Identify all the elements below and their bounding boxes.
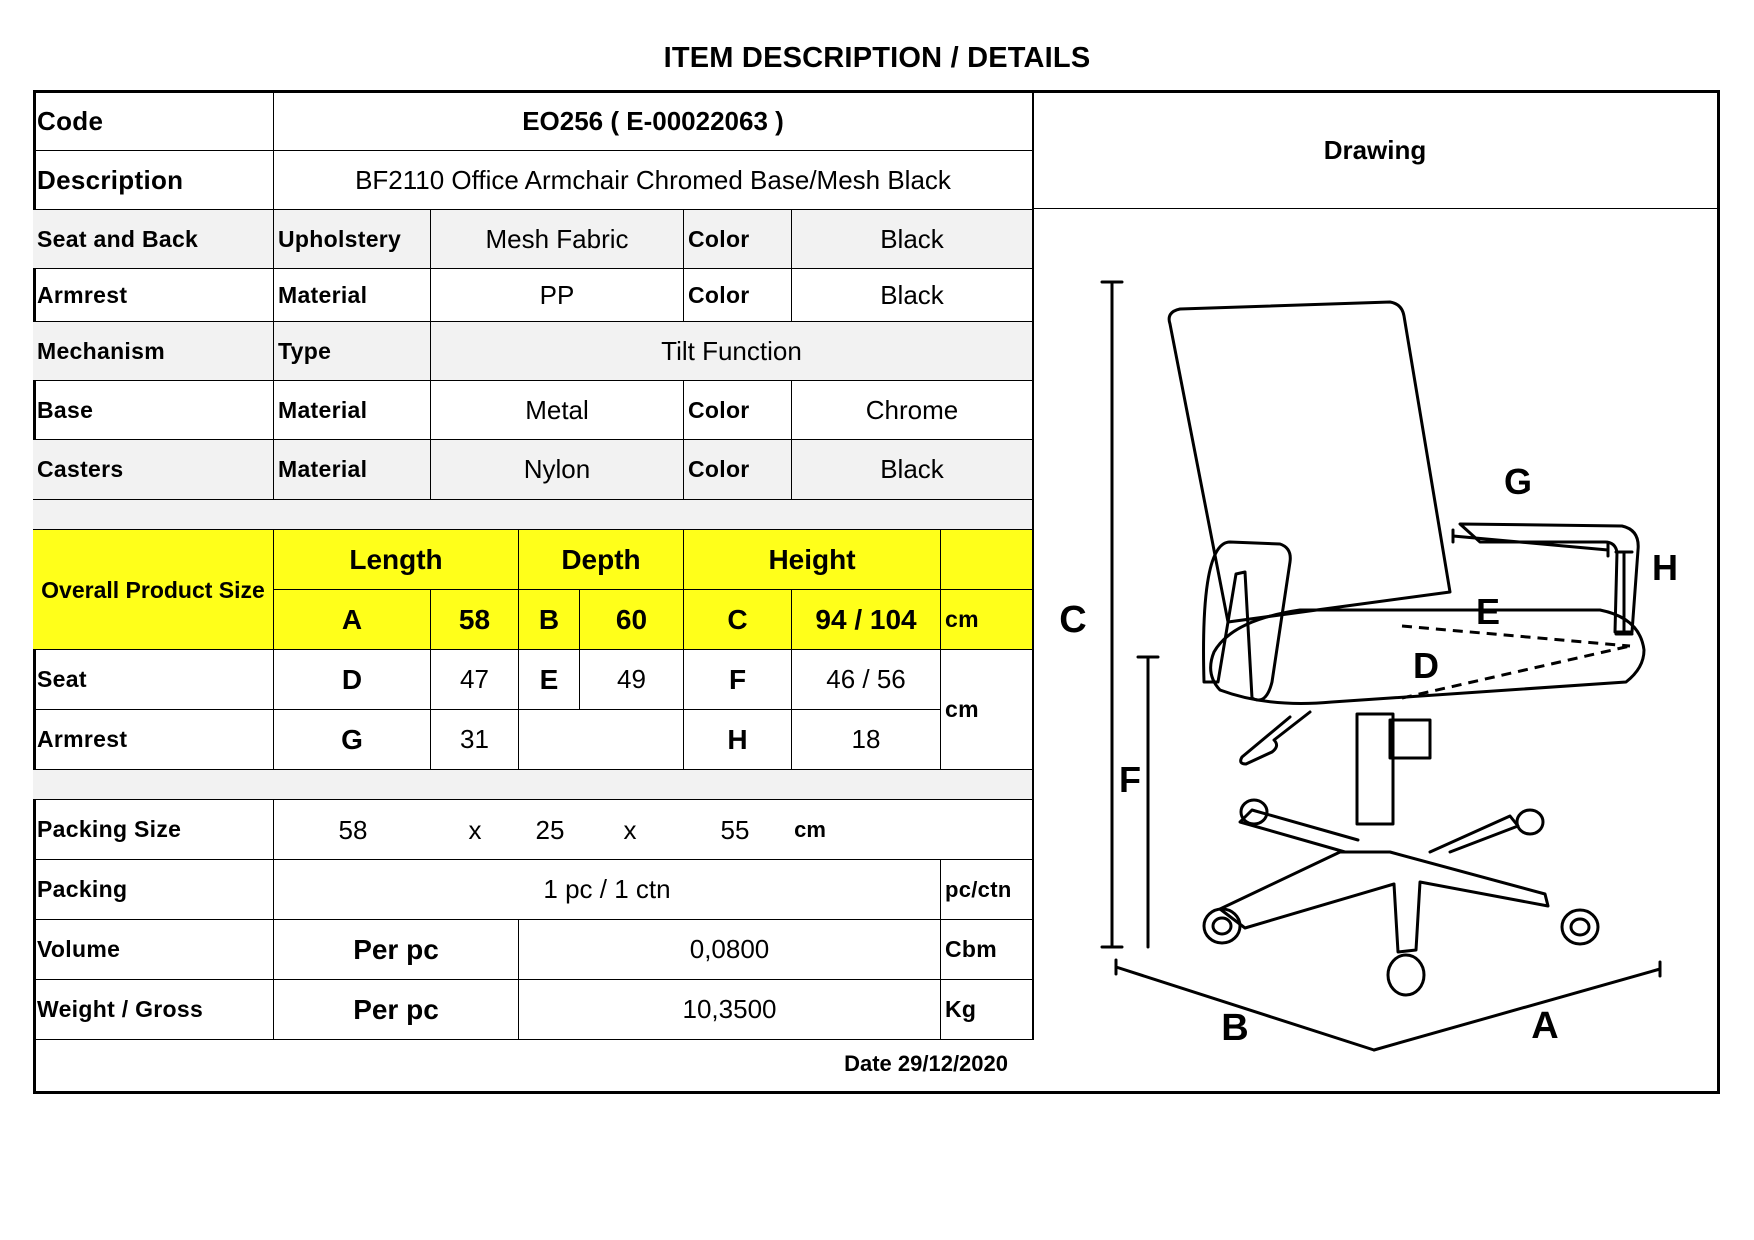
dims-unit: cm bbox=[941, 650, 1033, 770]
spec-attr: Material bbox=[274, 381, 431, 440]
packing-unit: pc/ctn bbox=[941, 860, 1033, 920]
depth-header: Depth bbox=[519, 530, 684, 590]
weight-value: 10,3500 bbox=[519, 980, 941, 1040]
spec-color-label: Color bbox=[684, 381, 792, 440]
f-label: F bbox=[684, 650, 792, 710]
dim-letter-h: H bbox=[1652, 547, 1678, 588]
packing-length: 58 bbox=[338, 814, 368, 845]
spec-part-seat-back: Seat and Back bbox=[33, 210, 274, 269]
spec-attr: Material bbox=[274, 440, 431, 500]
spec-value: Tilt Function bbox=[431, 322, 1033, 381]
packing-value: 1 pc / 1 ctn bbox=[274, 860, 941, 920]
spec-part-base: Base bbox=[33, 381, 274, 440]
spec-value: Nylon bbox=[431, 440, 684, 500]
length-header: Length bbox=[274, 530, 519, 590]
weight-per: Per pc bbox=[274, 980, 519, 1040]
volume-unit: Cbm bbox=[941, 920, 1033, 980]
drawing-divider bbox=[1033, 92, 1034, 1040]
a-value: 58 bbox=[431, 590, 519, 650]
spec-color: Black bbox=[792, 440, 1033, 500]
header-blank bbox=[941, 530, 1033, 590]
row-separator bbox=[33, 500, 1033, 530]
packing-label: Packing bbox=[33, 860, 274, 920]
dim-letter-c: C bbox=[1059, 599, 1087, 641]
spec-part-mechanism: Mechanism bbox=[33, 322, 274, 381]
description-value: BF2110 Office Armchair Chromed Base/Mesh Black bbox=[274, 151, 1033, 210]
d-value: 47 bbox=[431, 650, 519, 710]
seat-label: Seat bbox=[33, 650, 274, 710]
packing-x: x bbox=[468, 814, 482, 845]
spec-value: PP bbox=[431, 269, 684, 322]
date-stamp: Date 29/12/2020 bbox=[844, 1051, 1008, 1076]
a-label: A bbox=[274, 590, 431, 650]
dim-letter-b: B bbox=[1221, 1007, 1249, 1049]
spec-color: Black bbox=[792, 269, 1033, 322]
weight-label: Weight / Gross bbox=[33, 980, 274, 1040]
weight-unit: Kg bbox=[941, 980, 1033, 1040]
code-value: EO256 ( E-00022063 ) bbox=[274, 92, 1033, 151]
g-label: G bbox=[274, 710, 431, 770]
h-value: 18 bbox=[792, 710, 941, 770]
row-separator bbox=[33, 770, 1033, 800]
volume-label: Volume bbox=[33, 920, 274, 980]
volume-per: Per pc bbox=[274, 920, 519, 980]
chair-drawing bbox=[1040, 212, 1715, 1052]
packing-x: x bbox=[623, 814, 637, 845]
overall-unit: cm bbox=[941, 590, 1033, 650]
packing-size-unit: cm bbox=[794, 817, 826, 842]
c-label: C bbox=[684, 590, 792, 650]
g-value: 31 bbox=[431, 710, 519, 770]
spec-color: Black bbox=[792, 210, 1033, 269]
spec-attr: Upholstery bbox=[274, 210, 431, 269]
b-value: 60 bbox=[580, 590, 684, 650]
dim-letter-g: G bbox=[1503, 461, 1533, 502]
spec-color-label: Color bbox=[684, 269, 792, 322]
dim-letter-d: D bbox=[1413, 645, 1439, 686]
drawing-header: Drawing bbox=[1033, 92, 1717, 209]
spec-value: Metal bbox=[431, 381, 684, 440]
spec-color-label: Color bbox=[684, 440, 792, 500]
e-label: E bbox=[519, 650, 580, 710]
code-label: Code bbox=[33, 92, 274, 151]
b-label: B bbox=[519, 590, 580, 650]
volume-value: 0,0800 bbox=[519, 920, 941, 980]
spec-part-armrest: Armrest bbox=[33, 269, 274, 322]
dim-letter-e: E bbox=[1475, 591, 1501, 632]
spec-attr: Material bbox=[274, 269, 431, 322]
spec-part-casters: Casters bbox=[33, 440, 274, 500]
spec-value: Mesh Fabric bbox=[431, 210, 684, 269]
dim-letter-f: F bbox=[1119, 759, 1141, 800]
spec-color-label: Color bbox=[684, 210, 792, 269]
overall-size-label: Overall Product Size bbox=[33, 530, 274, 650]
c-value: 94 / 104 bbox=[792, 590, 941, 650]
spec-color: Chrome bbox=[792, 381, 1033, 440]
dim-letter-a: A bbox=[1531, 1005, 1559, 1047]
packing-width: 25 bbox=[535, 814, 565, 845]
spec-attr: Type bbox=[274, 322, 431, 381]
d-label: D bbox=[274, 650, 431, 710]
armrest-label: Armrest bbox=[33, 710, 274, 770]
e-value: 49 bbox=[580, 650, 684, 710]
packing-height: 55 bbox=[720, 814, 750, 845]
packing-size-label: Packing Size bbox=[33, 800, 274, 860]
armrest-blank bbox=[519, 710, 684, 770]
height-header: Height bbox=[684, 530, 941, 590]
h-label: H bbox=[684, 710, 792, 770]
page-title: ITEM DESCRIPTION / DETAILS bbox=[663, 42, 1091, 74]
description-label: Description bbox=[33, 151, 274, 210]
f-value: 46 / 56 bbox=[792, 650, 941, 710]
